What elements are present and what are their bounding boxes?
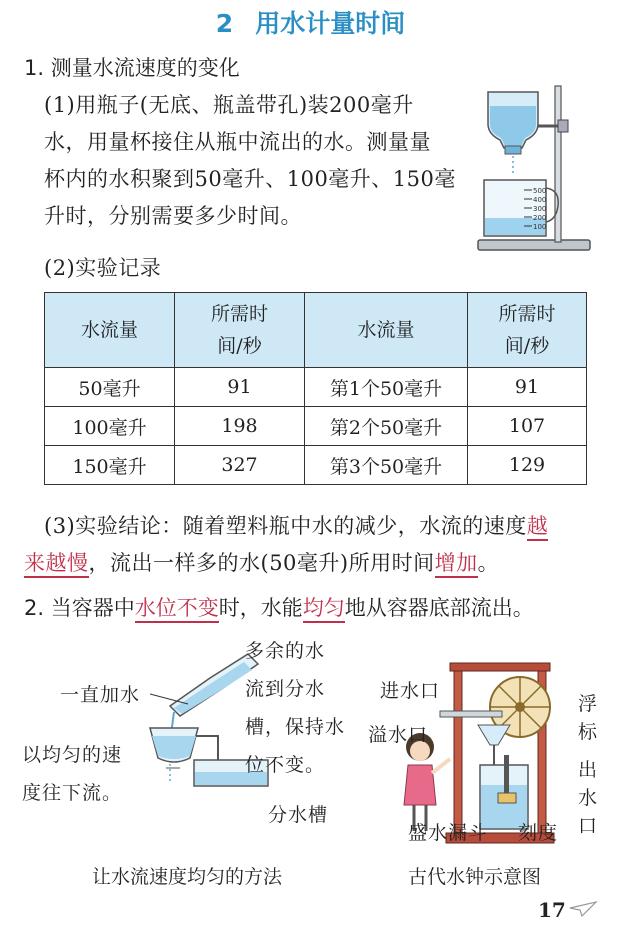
table-header-cell: 所需时 间/秒 (468, 293, 587, 368)
beaker-mark-400: 400 (533, 196, 547, 204)
label-even-flow-1: 以均匀的速 (22, 744, 123, 766)
table-header-row (45, 293, 587, 368)
note-line: 位不变。 (245, 754, 326, 776)
label-even-flow-2: 度往下流。 (22, 782, 123, 804)
conclusion-text-3: 。 (477, 551, 500, 575)
table-cell: 150毫升 (45, 446, 175, 485)
label-overflow-outlet: 溢水口 (368, 724, 429, 746)
label-outlet-char: 口 (578, 815, 599, 837)
label-float-char: 浮 (578, 693, 599, 715)
answer-constant-level: 水位不变 (135, 596, 219, 623)
table-row (45, 368, 587, 407)
answer-increase: 增加 (435, 551, 478, 578)
table-cell: 198 (175, 407, 305, 446)
table-header-cell: 水流量 (45, 293, 175, 368)
table-cell: 50毫升 (45, 368, 175, 407)
record-table (44, 292, 587, 485)
beaker-mark-300: 300 (533, 205, 547, 213)
bottle-beaker-illustration (470, 84, 605, 254)
table-cell: 91 (468, 368, 587, 407)
step2-label: (2)实验记录 (44, 256, 162, 280)
label-float-char: 标 (578, 721, 599, 743)
answer-slower-a: 越 (527, 514, 549, 541)
paper-plane-icon (568, 900, 598, 918)
table-cell: 129 (468, 446, 587, 485)
answer-evenly: 均匀 (303, 596, 345, 623)
step3-conclusion (24, 508, 604, 582)
conclusion-text-1: (3)实验结论：随着塑料瓶中水的减少，水流的速度 (44, 514, 527, 538)
table-cell: 100毫升 (45, 407, 175, 446)
note-line: 流到分水 (245, 678, 326, 700)
left-figure-caption: 让水流速度均匀的方法 (92, 866, 283, 888)
label-outlet (578, 756, 598, 840)
step1-text (44, 87, 464, 235)
answer-slower-b: 来越慢 (24, 551, 89, 578)
table-cell: 第3个50毫升 (305, 446, 468, 485)
overflow-note (245, 632, 345, 784)
label-water-funnel: 盛水漏斗 (408, 822, 489, 844)
table-header-cell: 水流量 (305, 293, 468, 368)
table-cell: 91 (175, 368, 305, 407)
table-cell: 327 (175, 446, 305, 485)
step1-line3: 杯内的水积聚到50毫升、100毫升、150毫 (44, 167, 456, 191)
lesson-title: 用水计量时间 (255, 9, 406, 38)
step1-line4: 升时，分别需要多少时间。 (44, 204, 302, 228)
label-keep-adding-water: 一直加水 (60, 684, 141, 706)
section2-text-2: 时，水能 (218, 596, 303, 620)
step1-line2: 水，用量杯接住从瓶中流出的水。测量量 (44, 130, 431, 154)
right-figure-caption: 古代水钟示意图 (408, 866, 542, 888)
label-outlet-char: 出 (578, 759, 599, 781)
conclusion-text-2: ，流出一样多的水(50毫升)所用时间 (88, 551, 435, 575)
label-float (578, 690, 598, 746)
page-number: 17 (538, 898, 566, 922)
beaker-mark-500: 500 (533, 187, 547, 195)
step1-line1: (1)用瓶子(无底、瓶盖带孔)装200毫升 (44, 93, 414, 117)
table-header-cell: 所需时 间/秒 (175, 293, 305, 368)
beaker-mark-100: 100 (533, 223, 547, 231)
lesson-number: 2 (215, 9, 234, 38)
section2-text-1: 2. 当容器中 (24, 596, 135, 620)
label-scale: 刻度 (518, 822, 559, 844)
label-diversion-tank: 分水槽 (268, 804, 329, 826)
section2-heading (24, 592, 534, 622)
label-inlet: 进水口 (380, 680, 441, 702)
label-outlet-char: 水 (578, 787, 599, 809)
table-cell: 107 (468, 407, 587, 446)
table-cell: 第1个50毫升 (305, 368, 468, 407)
page-title (0, 4, 621, 40)
beaker-mark-200: 200 (533, 214, 547, 222)
table-row (45, 407, 587, 446)
leader-line (150, 690, 190, 710)
section1-heading: 1. 测量水流速度的变化 (24, 56, 240, 80)
table-row (45, 446, 587, 485)
section2-text-3: 地从容器底部流出。 (344, 596, 534, 620)
note-line: 槽，保持水 (245, 716, 346, 738)
note-line: 多余的水 (245, 640, 326, 662)
table-cell: 第2个50毫升 (305, 407, 468, 446)
